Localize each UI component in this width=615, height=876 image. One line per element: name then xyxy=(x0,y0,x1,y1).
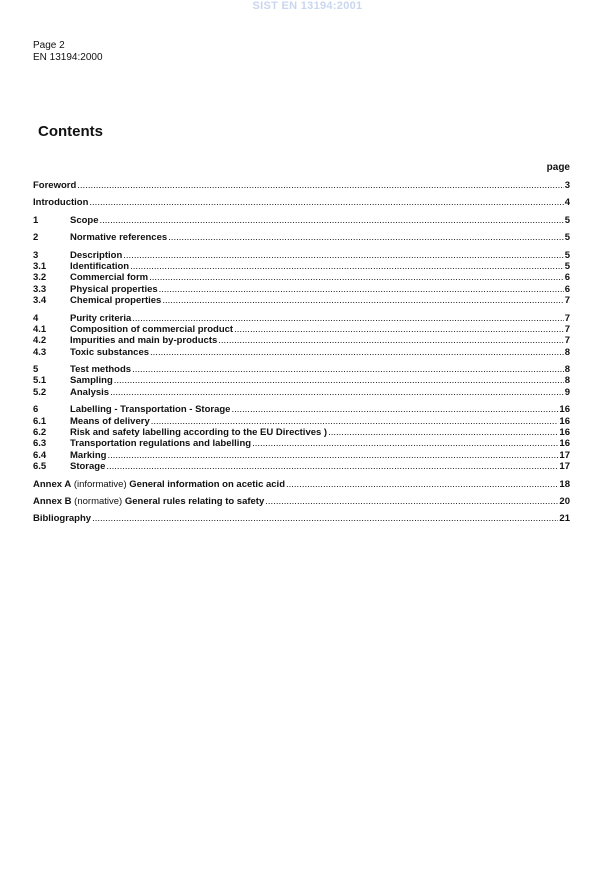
toc-entry-number: 4.2 xyxy=(33,335,47,347)
toc-entry-title xyxy=(70,427,327,438)
toc-entry-title-text: Normative references xyxy=(70,232,168,244)
toc-leader-dots xyxy=(168,232,564,243)
toc-leader-dots xyxy=(107,450,558,461)
toc-entry-page: 16 xyxy=(559,404,570,416)
toc-entry-title xyxy=(70,450,106,461)
toc-entry-number: 6.3 xyxy=(33,438,47,450)
toc-group xyxy=(33,250,570,307)
toc-leader-dots xyxy=(149,272,564,283)
page-number: Page 2 xyxy=(33,40,65,51)
toc-entry-title xyxy=(70,335,217,346)
toc-entry[interactable] xyxy=(33,347,570,358)
toc-entry-title-text: Description xyxy=(70,249,123,261)
toc-entry[interactable] xyxy=(33,438,570,449)
toc-entry-title xyxy=(33,197,88,208)
toc-leader-dots xyxy=(132,364,564,375)
toc-entry[interactable] xyxy=(33,364,570,375)
toc-entry-page: 16 xyxy=(559,438,570,450)
toc-entry-title xyxy=(33,496,264,507)
toc-entry-title-text: Transportation regulations and labelling xyxy=(70,438,252,450)
toc-entry-title xyxy=(70,232,167,243)
toc-entry-title-text: Composition of commercial product xyxy=(70,323,234,335)
toc-entry-page: 16 xyxy=(559,415,570,427)
toc-entry[interactable] xyxy=(33,284,570,295)
toc-entry-page: 17 xyxy=(559,449,570,461)
page-header xyxy=(33,40,103,64)
toc-entry-number: 5.2 xyxy=(33,386,47,398)
toc-entry-number: 1 xyxy=(33,214,39,226)
toc-entry-number: 2 xyxy=(33,232,39,244)
toc-leader-dots xyxy=(286,479,558,490)
toc-entry-title-text: Purity criteria xyxy=(70,312,132,324)
toc-entry-number: 5.1 xyxy=(33,375,47,387)
toc-leader-dots xyxy=(130,261,564,272)
toc-entry[interactable] xyxy=(33,324,570,335)
toc-group xyxy=(33,215,570,226)
toc-entry-number: 5 xyxy=(33,364,39,376)
toc-entry-page: 9 xyxy=(564,386,570,398)
toc-entry-title xyxy=(70,215,99,226)
toc-group xyxy=(33,197,570,208)
toc-entry-title-text: Test methods xyxy=(70,364,132,376)
toc-entry-number: 3.3 xyxy=(33,283,47,295)
toc-leader-dots xyxy=(100,215,564,226)
toc-entry-title xyxy=(70,375,113,386)
table-of-contents xyxy=(33,180,570,531)
toc-entry[interactable] xyxy=(33,197,570,208)
toc-entry-title xyxy=(70,272,148,283)
toc-entry-page: 17 xyxy=(559,461,570,473)
toc-entry-annex-type: (informative) xyxy=(71,478,130,490)
toc-leader-dots xyxy=(159,284,564,295)
toc-entry-title-text: Annex B xyxy=(33,495,72,507)
toc-entry-number: 6.2 xyxy=(33,427,47,439)
toc-entry[interactable] xyxy=(33,375,570,386)
toc-entry[interactable] xyxy=(33,387,570,398)
toc-leader-dots xyxy=(110,387,564,398)
toc-entry-number: 6.5 xyxy=(33,461,47,473)
toc-leader-dots xyxy=(328,427,558,438)
toc-entry-title-text: Chemical properties xyxy=(70,295,162,307)
toc-entry-title-text: Foreword xyxy=(33,180,77,191)
toc-leader-dots xyxy=(114,375,564,386)
toc-entry-page: 5 xyxy=(564,249,570,261)
toc-entry-title xyxy=(70,324,233,335)
toc-leader-dots xyxy=(89,197,563,208)
toc-group xyxy=(33,496,570,507)
toc-entry[interactable] xyxy=(33,496,570,507)
toc-leader-dots xyxy=(252,438,558,449)
toc-group xyxy=(33,404,570,472)
toc-entry-page: 6 xyxy=(564,283,570,295)
page-column-label: page xyxy=(546,162,570,173)
toc-entry[interactable] xyxy=(33,335,570,346)
toc-leader-dots xyxy=(123,250,563,261)
toc-entry[interactable] xyxy=(33,250,570,261)
toc-entry-title-text: Annex A xyxy=(33,478,72,490)
toc-entry-number: 3.4 xyxy=(33,295,47,307)
toc-entry[interactable] xyxy=(33,416,570,427)
toc-group xyxy=(33,313,570,359)
toc-entry-title-text: Storage xyxy=(70,461,106,473)
toc-leader-dots xyxy=(92,513,558,524)
contents-title: Contents xyxy=(38,123,103,140)
toc-entry[interactable] xyxy=(33,180,570,191)
toc-entry-title xyxy=(70,261,129,272)
toc-entry-title xyxy=(70,404,230,415)
toc-leader-dots xyxy=(150,347,564,358)
toc-entry-number: 6 xyxy=(33,404,39,416)
toc-entry-title-text: Means of delivery xyxy=(70,415,150,427)
toc-entry[interactable] xyxy=(33,272,570,283)
toc-entry-annex-title: General information on acetic acid xyxy=(129,478,285,490)
toc-entry-title-text: Risk and safety labelling according to the EU Directives ) xyxy=(70,427,328,439)
toc-entry[interactable] xyxy=(33,215,570,226)
toc-entry-page: 20 xyxy=(559,495,570,507)
toc-entry-title-text: Marking xyxy=(70,449,107,461)
toc-entry[interactable] xyxy=(33,404,570,415)
toc-entry[interactable] xyxy=(33,232,570,243)
toc-entry-title xyxy=(70,438,251,449)
toc-entry-title-text: Commercial form xyxy=(70,272,149,284)
toc-entry-title-text: Bibliography xyxy=(33,513,92,525)
toc-entry[interactable] xyxy=(33,461,570,472)
toc-entry-title xyxy=(70,295,161,306)
toc-entry-title xyxy=(33,479,285,490)
toc-entry-page: 6 xyxy=(564,272,570,284)
toc-entry-page: 7 xyxy=(564,295,570,307)
toc-entry-annex-type: (normative) xyxy=(71,495,125,507)
toc-entry-number: 3.2 xyxy=(33,272,47,284)
toc-entry[interactable] xyxy=(33,261,570,272)
toc-entry-title-text: Sampling xyxy=(70,375,113,387)
toc-entry-title xyxy=(70,461,105,472)
standard-id: EN 13194:2000 xyxy=(33,52,103,63)
toc-entry-title-text: Analysis xyxy=(70,386,110,398)
toc-entry-title-text: Impurities and main by-products xyxy=(70,335,218,347)
toc-entry-title xyxy=(70,347,149,358)
toc-entry-title xyxy=(70,313,131,324)
toc-entry-page: 8 xyxy=(564,364,570,376)
toc-group xyxy=(33,364,570,398)
toc-entry-page: 7 xyxy=(564,323,570,335)
toc-entry-page: 3 xyxy=(564,180,570,191)
toc-entry-number: 6.1 xyxy=(33,415,47,427)
toc-entry-title xyxy=(70,416,150,427)
toc-leader-dots xyxy=(231,404,558,415)
toc-entry-page: 7 xyxy=(564,312,570,324)
toc-entry-page: 18 xyxy=(559,478,570,490)
toc-entry-title-text: Labelling - Transportation - Storage xyxy=(70,404,231,416)
toc-entry-title-text: Scope xyxy=(70,214,99,226)
toc-entry-title xyxy=(33,513,91,524)
toc-group xyxy=(33,513,570,524)
toc-leader-dots xyxy=(77,180,563,191)
toc-entry-page: 16 xyxy=(559,427,570,439)
toc-entry-number: 4.3 xyxy=(33,346,47,358)
toc-group xyxy=(33,479,570,490)
toc-entry-number: 3.1 xyxy=(33,260,47,272)
toc-entry-number: 4 xyxy=(33,312,39,324)
toc-entry-title xyxy=(70,364,131,375)
watermark: SIST EN 13194:2001 xyxy=(252,0,363,12)
toc-entry-page: 4 xyxy=(564,197,570,209)
toc-leader-dots xyxy=(151,416,559,427)
toc-entry-title xyxy=(70,284,158,295)
toc-entry[interactable] xyxy=(33,513,570,524)
toc-entry-title xyxy=(33,180,76,191)
toc-entry-title-text: Introduction xyxy=(33,197,89,209)
toc-entry-page: 5 xyxy=(564,232,570,244)
toc-group xyxy=(33,232,570,243)
toc-entry-title-text: Physical properties xyxy=(70,283,158,295)
toc-entry[interactable] xyxy=(33,479,570,490)
toc-entry[interactable] xyxy=(33,427,570,438)
toc-entry-number: 6.4 xyxy=(33,449,47,461)
toc-leader-dots xyxy=(162,295,563,306)
toc-entry-page: 5 xyxy=(564,260,570,272)
toc-entry-annex-title: General rules relating to safety xyxy=(124,495,265,507)
toc-leader-dots xyxy=(132,313,563,324)
toc-entry-title-text: Toxic substances xyxy=(70,346,150,358)
toc-entry-title xyxy=(70,250,122,261)
toc-group xyxy=(33,180,570,191)
toc-leader-dots xyxy=(265,496,558,507)
toc-entry-number: 3 xyxy=(33,249,39,261)
toc-entry-page: 8 xyxy=(564,346,570,358)
toc-entry-number: 4.1 xyxy=(33,323,47,335)
toc-entry-page: 21 xyxy=(559,513,570,525)
toc-leader-dots xyxy=(106,461,558,472)
toc-entry[interactable] xyxy=(33,313,570,324)
toc-entry-page: 8 xyxy=(564,375,570,387)
toc-entry-page: 5 xyxy=(564,214,570,226)
toc-entry-title-text: Identification xyxy=(70,260,130,272)
toc-entry[interactable] xyxy=(33,295,570,306)
toc-leader-dots xyxy=(218,335,563,346)
toc-entry[interactable] xyxy=(33,450,570,461)
toc-entry-page: 7 xyxy=(564,335,570,347)
toc-leader-dots xyxy=(234,324,564,335)
toc-entry-title xyxy=(70,387,109,398)
